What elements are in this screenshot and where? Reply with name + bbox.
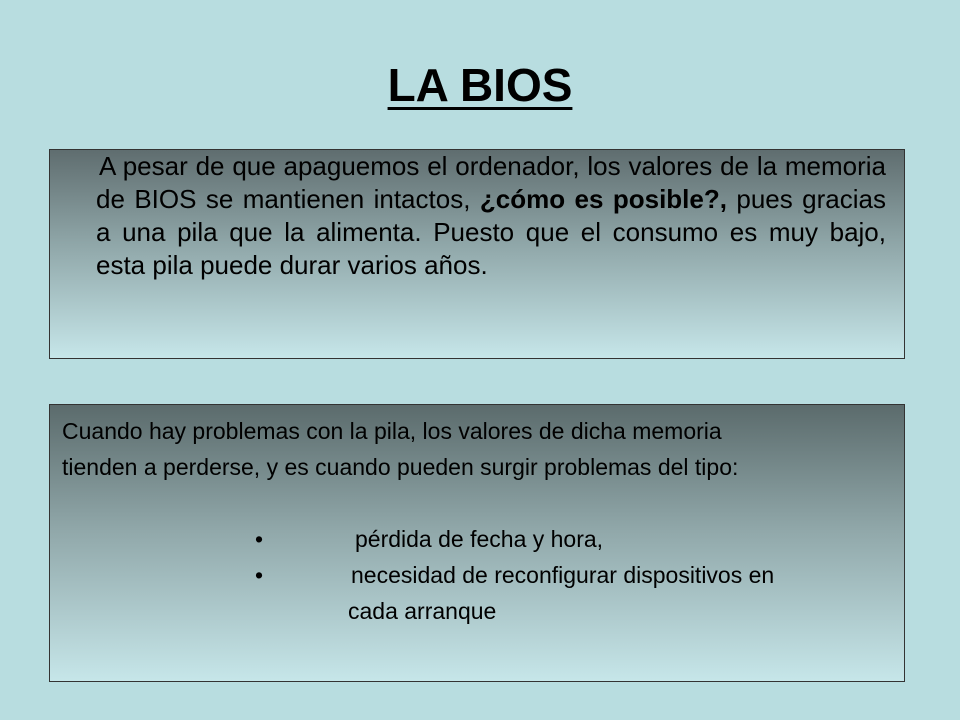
bullet-icon: •	[255, 562, 264, 588]
list-item-reconfigure: necesidad de reconfigurar dispositivos en	[351, 562, 775, 588]
paragraph-problems-intro: Cuando hay problemas con la pila, los valores de dicha memoria tienden a perderse, y es cuando pueden surgir problemas del tipo:	[62, 418, 739, 480]
text-box-battery-problems	[49, 404, 905, 682]
paragraph-bios-battery: A pesar de que apaguemos el ordenador, los valores de la memoria de BIOS se mantienen intactos, ¿cómo es posible?, pues gracias a una pila que la alimenta. Puesto que el consumo es muy bajo, esta pila puede durar varios años.	[96, 151, 886, 280]
slide-title: LA BIOS	[387, 59, 573, 111]
bold-question: ¿cómo es posible?,	[479, 184, 727, 214]
bullet-icon: •	[255, 526, 264, 552]
text-box-bios-memory	[49, 149, 905, 359]
list-item-date-time: pérdida de fecha y hora,	[355, 526, 604, 552]
list-item-reconfigure-cont: cada arranque	[348, 598, 497, 624]
